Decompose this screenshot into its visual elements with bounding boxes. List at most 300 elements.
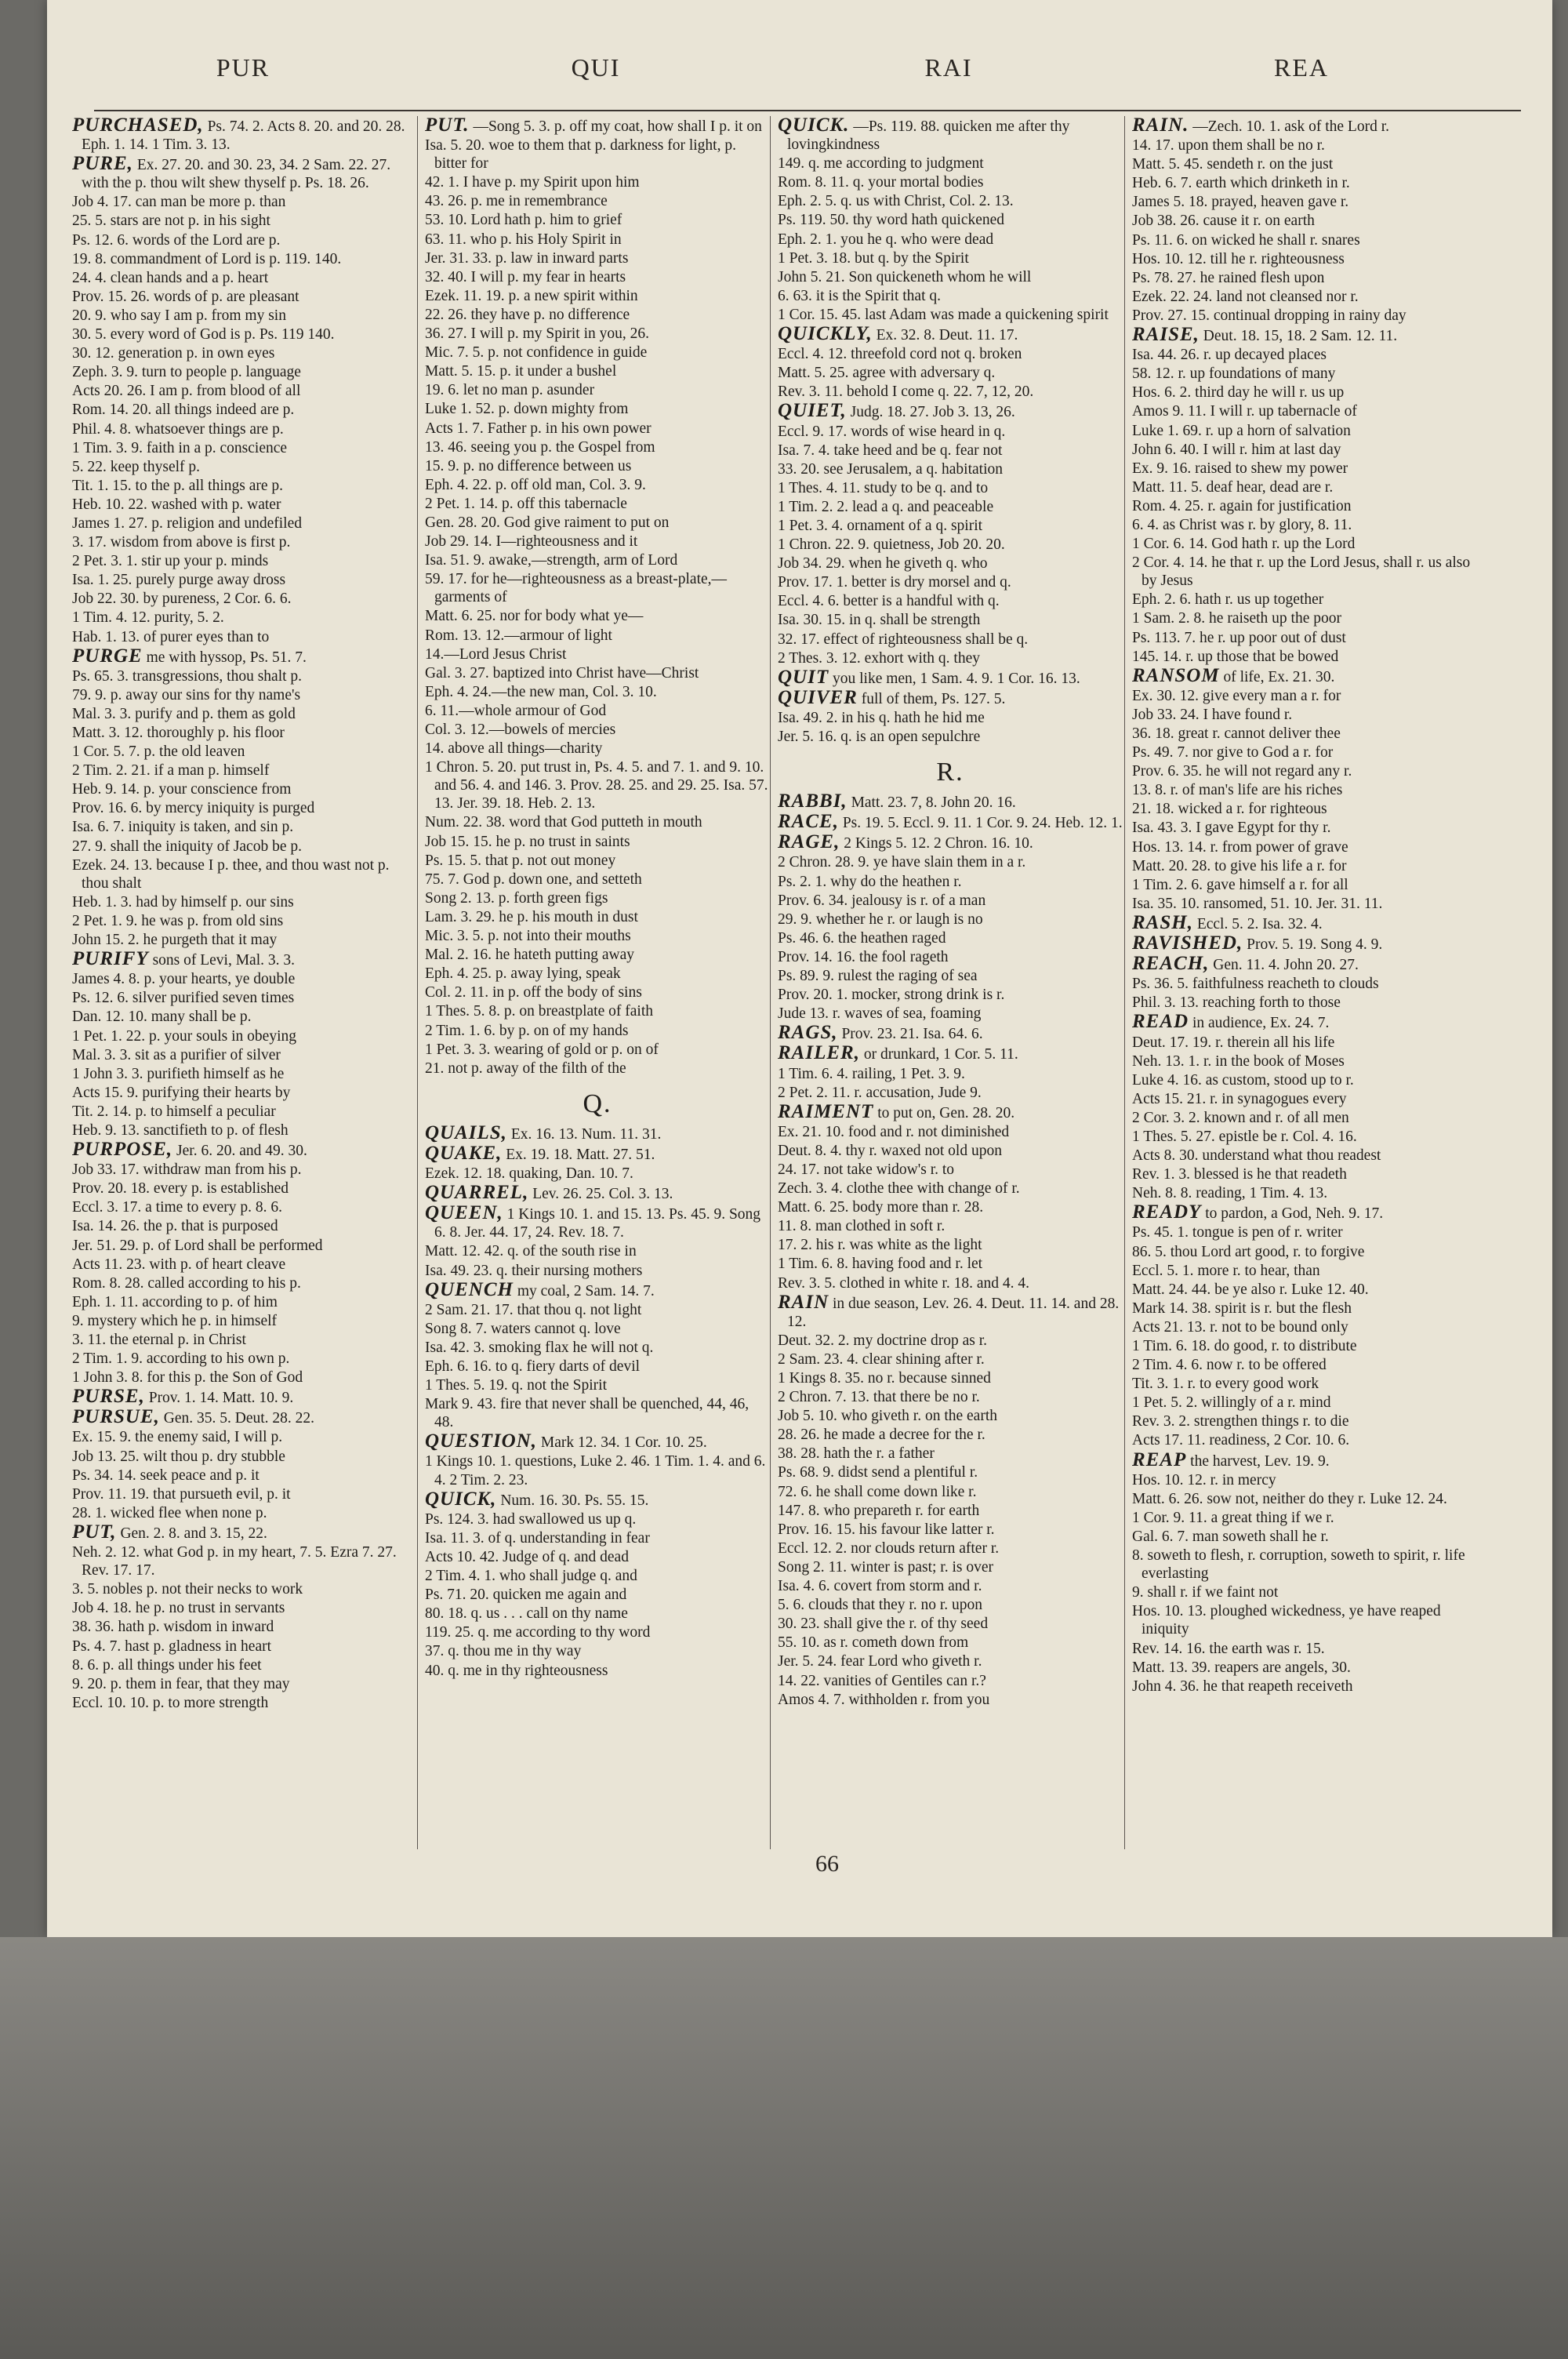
concordance-line: [425, 287, 770, 305]
concordance-line: [72, 514, 417, 533]
concordance-line: [72, 1694, 417, 1712]
headword: PURGE: [72, 645, 143, 667]
concordance-line: [778, 728, 1123, 746]
concordance-line: [778, 1445, 1123, 1463]
headword-entry: [72, 1140, 417, 1160]
concordance-page: [47, 0, 1552, 1937]
concordance-line: [72, 439, 417, 457]
reference-text: Heb. 9. 13. sanctifieth to p. of flesh: [72, 1121, 289, 1139]
concordance-line: [72, 838, 417, 856]
headword-entry: [1132, 116, 1477, 136]
reference-text: Zeph. 3. 9. turn to people p. language: [72, 364, 301, 381]
concordance-line: [778, 1539, 1123, 1558]
reference-text: 1 Kings 10. 1. questions, Luke 2. 46. 1 Tim. 1. 4. and 6. 4. 2 Tim. 2. 23.: [425, 1453, 766, 1488]
reference-text: 1 Tim. 2. 6. gave himself a r. for all: [1132, 876, 1348, 893]
headword: QUESTION,: [425, 1430, 538, 1452]
concordance-line: [1132, 460, 1477, 478]
reference-text: 2 Pet. 3. 1. stir up your p. minds: [72, 553, 269, 570]
headword-entry: [778, 1023, 1123, 1043]
concordance-line: [1132, 383, 1477, 402]
headword-entry: [72, 1387, 417, 1407]
reference-text: Rev. 3. 11. behold I come q. 22. 7, 12, 20.: [778, 383, 1034, 401]
concordance-line: [1132, 895, 1477, 913]
reference-text: 75. 7. God p. down one, and setteth: [425, 871, 642, 888]
concordance-line: [1132, 1356, 1477, 1374]
concordance-line: [1132, 1337, 1477, 1355]
concordance-line: [778, 1274, 1123, 1292]
reference-text: Mark 14. 38. spirit is r. but the flesh: [1132, 1299, 1352, 1317]
reference-text: Eph. 4. 25. p. away lying, speak: [425, 965, 621, 983]
concordance-line: [425, 306, 770, 324]
headword: QUAKE,: [425, 1142, 503, 1164]
reference-text: Ps. 4. 7. hast p. gladness in heart: [72, 1637, 272, 1655]
concordance-line: [425, 683, 770, 701]
reference-text: Isa. 49. 23. q. their nursing mothers: [425, 1262, 643, 1279]
concordance-line: [1132, 231, 1477, 249]
reference-text: 29. 9. whether he r. or laugh is no: [778, 911, 983, 928]
reference-text: Job 13. 25. wilt thou p. dry stubble: [72, 1448, 285, 1465]
reference-text: 1 Tim. 3. 9. faith in a p. conscience: [72, 439, 288, 456]
headword-entry: [778, 325, 1123, 344]
concordance-line: [425, 1529, 770, 1547]
reference-text: Isa. 49. 2. in his q. hath he hid me: [778, 709, 985, 726]
concordance-line: [1132, 857, 1477, 875]
reference-text: Eph. 6. 16. to q. fiery darts of devil: [425, 1358, 641, 1375]
reference-text: 28. 26. he made a decree for the r.: [778, 1427, 985, 1444]
reference-text: 14.—Lord Jesus Christ: [425, 645, 567, 663]
concordance-line: [778, 1691, 1123, 1709]
reference-text: Mal. 2. 16. he hateth putting away: [425, 947, 634, 964]
reference-text: Prov. 16. 15. his favour like latter r.: [778, 1521, 995, 1538]
concordance-line: [72, 496, 417, 514]
reference-text: Ps. 49. 7. nor give to God a r. for: [1132, 744, 1334, 761]
concordance-line: [1132, 136, 1477, 154]
concordance-line: [778, 1577, 1123, 1595]
concordance-line: [425, 1548, 770, 1566]
concordance-line: [1132, 781, 1477, 799]
concordance-line: [425, 871, 770, 889]
concordance-line: [1132, 648, 1477, 666]
running-headers: [47, 53, 1552, 100]
reference-text: Matt. 24. 44. be ye also r. Luke 12. 40.: [1132, 1281, 1369, 1298]
concordance-line: [425, 1376, 770, 1394]
reference-text: Job 4. 18. he p. no trust in servants: [72, 1600, 285, 1617]
reference-text: Jer. 31. 33. p. law in inward parts: [425, 249, 629, 267]
reference-text: Heb. 1. 3. had by himself p. our sins: [72, 893, 294, 911]
headword-entry: [1132, 325, 1477, 345]
concordance-line: [425, 533, 770, 551]
concordance-line: [72, 667, 417, 685]
reference-text: Rom. 4. 25. r. again for justification: [1132, 497, 1352, 514]
reference-text: Jer. 6. 20. and 49. 30.: [176, 1143, 307, 1160]
concordance-line: [425, 1605, 770, 1623]
concordance-line: [778, 554, 1123, 572]
reference-text: Neh. 8. 8. reading, 1 Tim. 4. 13.: [1132, 1185, 1328, 1202]
concordance-line: [778, 1426, 1123, 1444]
reference-text: Mic. 7. 5. p. not confidence in guide: [425, 344, 648, 362]
reference-text: Tit. 3. 1. r. to every good work: [1132, 1376, 1319, 1393]
concordance-line: [72, 325, 417, 343]
reference-text: Eccl. 3. 17. a time to every p. 8. 6.: [72, 1199, 283, 1216]
reference-text: 14. above all things—charity: [425, 740, 603, 758]
concordance-line: [72, 533, 417, 551]
headword-entry: [72, 116, 417, 154]
concordance-line: [425, 983, 770, 1001]
concordance-line: [72, 552, 417, 570]
concordance-line: [72, 989, 417, 1007]
concordance-line: [72, 780, 417, 798]
concordance-line: [425, 1510, 770, 1528]
reference-text: 9. mystery which he p. in himself: [72, 1312, 278, 1329]
concordance-line: [778, 1463, 1123, 1481]
concordance-line: [1132, 687, 1477, 705]
concordance-line: [72, 628, 417, 646]
reference-text: Col. 2. 11. in p. off the body of sins: [425, 984, 642, 1001]
reference-text: Acts 15. 9. purifying their hearts by: [72, 1084, 291, 1101]
concordance-line: [425, 420, 770, 438]
reference-text: Eph. 2. 5. q. us with Christ, Col. 2. 13.: [778, 193, 1014, 210]
reference-text: 30. 23. shall give the r. of thy seed: [778, 1616, 989, 1633]
reference-text: Rom. 13. 12.—armour of light: [425, 627, 612, 644]
concordance-line: [72, 1599, 417, 1617]
concordance-line: [778, 873, 1123, 891]
reference-text: Ps. 19. 5. Eccl. 9. 11. 1 Cor. 9. 24. Heb. 12. 1.: [842, 815, 1123, 832]
concordance-line: [778, 1005, 1123, 1023]
reference-text: James 4. 8. p. your hearts, ye double: [72, 971, 296, 988]
concordance-line: [778, 249, 1123, 267]
concordance-line: [72, 1580, 417, 1598]
reference-text: Rom. 14. 20. all things indeed are p.: [72, 402, 295, 419]
concordance-line: [72, 761, 417, 780]
reference-text: 2 Cor. 4. 14. he that r. up the Lord Jesus, shall r. us also by Jesus: [1132, 554, 1471, 590]
reference-text: 1 Thes. 5. 27. epistle be r. Col. 4. 16.: [1132, 1128, 1357, 1145]
concordance-line: [425, 381, 770, 399]
reference-text: Prov. 14. 16. the fool rageth: [778, 948, 949, 965]
reference-text: 2 Thes. 3. 12. exhort with q. they: [778, 649, 980, 667]
reference-text: 3. 11. the eternal p. in Christ: [72, 1332, 246, 1348]
concordance-line: [425, 758, 770, 812]
concordance-line: [778, 1255, 1123, 1273]
concordance-line: [72, 401, 417, 419]
reference-text: Isa. 11. 3. of q. understanding in fear: [425, 1529, 650, 1547]
headword-entry: [72, 647, 417, 667]
concordance-line: [1132, 1583, 1477, 1601]
reference-text: 1 Cor. 6. 14. God hath r. up the Lord: [1132, 536, 1356, 553]
concordance-line: [425, 1041, 770, 1059]
reference-text: Isa. 5. 20. woe to them that p. darkness for light, p. bitter for: [425, 137, 736, 173]
reference-text: James 1. 27. p. religion and undefiled: [72, 514, 302, 532]
concordance-line: [1132, 1299, 1477, 1318]
reference-text: Rev. 3. 2. strengthen things r. to die: [1132, 1413, 1349, 1430]
headword-entry: [778, 116, 1123, 154]
reference-text: me with hyssop, Ps. 51. 7.: [146, 649, 307, 666]
concordance-line: [425, 514, 770, 532]
concordance-line: [425, 702, 770, 720]
concordance-line: [72, 571, 417, 589]
concordance-line: [72, 1027, 417, 1045]
concordance-line: [778, 649, 1123, 667]
headword-entry: [425, 1144, 770, 1164]
reference-text: Ps. 78. 27. he rained flesh upon: [1132, 269, 1325, 286]
reference-text: Judg. 18. 27. Job 3. 13, 26.: [850, 404, 1015, 421]
concordance-line: [72, 1467, 417, 1485]
concordance-line: [425, 833, 770, 851]
reference-text: 38. 28. hath the r. a father: [778, 1445, 935, 1463]
concordance-line: [778, 1521, 1123, 1539]
reference-text: Job 15. 15. he p. no trust in saints: [425, 833, 630, 850]
reference-text: of life, Ex. 21. 30.: [1223, 668, 1335, 685]
reference-text: 17. 2. his r. was white as the light: [778, 1237, 982, 1254]
headword: RANSOM: [1132, 664, 1220, 686]
headword-entry: [778, 792, 1123, 812]
reference-text: Gen. 11. 4. John 20. 27.: [1213, 957, 1359, 974]
reference-text: 2 Pet. 2. 11. r. accusation, Jude 9.: [778, 1084, 982, 1101]
concordance-line: [778, 1217, 1123, 1235]
concordance-line: [1132, 1528, 1477, 1546]
reference-text: Ps. 12. 6. silver purified seven times: [72, 990, 295, 1007]
concordance-line: [425, 645, 770, 663]
reference-text: 1 Kings 8. 35. no r. because sinned: [778, 1370, 991, 1387]
concordance-line: [72, 1046, 417, 1064]
concordance-line: [425, 211, 770, 229]
reference-text: Isa. 14. 26. the p. that is purposed: [72, 1218, 278, 1235]
headword-entry: [778, 686, 1123, 708]
concordance-line: [778, 1388, 1123, 1406]
reference-text: 37. q. thou me in thy way: [425, 1643, 582, 1660]
concordance-line: [778, 1652, 1123, 1670]
concordance-line: [778, 306, 1123, 324]
concordance-line: [1132, 629, 1477, 647]
concordance-line: [1132, 1243, 1477, 1261]
concordance-line: [778, 1161, 1123, 1179]
reference-text: 1 Thes. 4. 11. study to be q. and to: [778, 479, 989, 496]
reference-text: —Song 5. 3. p. off my coat, how shall I p. it on: [473, 118, 762, 135]
reference-text: 1 Tim. 2. 2. lead a q. and peaceable: [778, 498, 994, 515]
concordance-line: [72, 1121, 417, 1140]
reference-text: Tit. 2. 14. p. to himself a peculiar: [72, 1103, 276, 1120]
reference-text: 86. 5. thou Lord art good, r. to forgive: [1132, 1243, 1365, 1260]
concordance-line: [72, 1103, 417, 1121]
concordance-line: [425, 438, 770, 456]
reference-text: Ps. 15. 5. that p. not out money: [425, 852, 616, 869]
concordance-line: [425, 249, 770, 267]
reference-text: 5. 6. clouds that they r. no r. upon: [778, 1597, 983, 1614]
concordance-line: [72, 1485, 417, 1503]
concordance-line: [425, 173, 770, 191]
concordance-line: [778, 268, 1123, 286]
reference-text: Isa. 7. 4. take heed and be q. fear not: [778, 442, 1003, 459]
concordance-line: [425, 570, 770, 606]
concordance-line: [425, 457, 770, 475]
concordance-line: [1132, 1184, 1477, 1202]
reference-text: Job 22. 30. by pureness, 2 Cor. 6. 6.: [72, 591, 292, 608]
reference-text: Ezek. 12. 18. quaking, Dan. 10. 7.: [425, 1165, 633, 1183]
concordance-line: [778, 536, 1123, 554]
background-surface: [0, 1937, 1568, 2359]
concordance-line: [778, 498, 1123, 516]
reference-text: 1 Pet. 3. 18. but q. by the Spirit: [778, 249, 969, 267]
reference-text: Acts 17. 11. readiness, 2 Cor. 10. 6.: [1132, 1432, 1350, 1449]
reference-text: Ex. 32. 8. Deut. 11. 17.: [876, 327, 1018, 344]
headword-entry: [425, 1121, 770, 1143]
reference-text: Matt. 3. 12. thoroughly p. his floor: [72, 725, 285, 741]
reference-text: 1 Thes. 5. 8. p. on breastplate of faith: [425, 1003, 653, 1020]
reference-text: Luke 1. 52. p. down mighty from: [425, 401, 629, 418]
concordance-line: [72, 1256, 417, 1274]
headword: QUARREL,: [425, 1182, 529, 1204]
reference-text: Dan. 12. 10. many shall be p.: [72, 1009, 252, 1026]
reference-text: 36. 18. great r. cannot deliver thee: [1132, 725, 1341, 742]
reference-text: Deut. 18. 15, 18. 2 Sam. 12. 11.: [1203, 328, 1398, 345]
reference-text: 1 Chron. 22. 9. quietness, Job 20. 20.: [778, 536, 1005, 554]
reference-text: 1 Tim. 6. 4. railing, 1 Pet. 3. 9.: [778, 1065, 965, 1082]
concordance-line: [72, 1312, 417, 1330]
reference-text: 3. 5. nobles p. not their necks to work: [72, 1581, 303, 1598]
reference-text: Prov. 5. 19. Song 4. 9.: [1247, 936, 1383, 954]
concordance-line: [1132, 1090, 1477, 1108]
concordance-line: [72, 1180, 417, 1198]
reference-text: Matt. 12. 42. q. of the south rise in: [425, 1243, 637, 1260]
reference-text: Prov. 20. 1. mocker, strong drink is r.: [778, 987, 1005, 1004]
headword-entry: [1132, 664, 1477, 686]
reference-text: 80. 18. q. us . . . call on thy name: [425, 1605, 628, 1623]
reference-text: or drunkard, 1 Cor. 5. 11.: [863, 1046, 1018, 1063]
reference-text: 149. q. me according to judgment: [778, 155, 984, 173]
reference-text: 30. 5. every word of God is p. Ps. 119 140.: [72, 326, 335, 343]
concordance-line: [425, 192, 770, 210]
concordance-line: [1132, 288, 1477, 306]
concordance-line: [425, 495, 770, 513]
reference-text: 27. 9. shall the iniquity of Jacob be p.: [72, 838, 302, 855]
headword: QUIT: [778, 666, 829, 688]
concordance-line: [778, 892, 1123, 910]
concordance-line: [778, 1332, 1123, 1350]
headword: PUT.: [425, 114, 470, 136]
reference-text: Prov. 6. 35. he will not regard any r.: [1132, 763, 1352, 780]
reference-text: James 5. 18. prayed, heaven gave r.: [1132, 194, 1349, 211]
reference-text: Gen. 35. 5. Deut. 28. 22.: [163, 1410, 315, 1427]
concordance-line: [1132, 1109, 1477, 1127]
reference-text: 147. 8. who prepareth r. for earth: [778, 1502, 980, 1519]
concordance-line: [72, 1656, 417, 1674]
reference-text: in audience, Ex. 24. 7.: [1192, 1015, 1330, 1032]
concordance-line: [1132, 1640, 1477, 1658]
reference-text: Ps. 36. 5. faithfulness reacheth to clouds: [1132, 976, 1379, 993]
reference-text: Neh. 13. 1. r. in the book of Moses: [1132, 1052, 1345, 1070]
reference-text: Acts 1. 7. Father p. in his own power: [425, 420, 652, 437]
reference-text: Ezek. 11. 19. p. a new spirit within: [425, 287, 638, 304]
reference-text: Acts 8. 30. understand what thou readest: [1132, 1147, 1381, 1165]
reference-text: Ps. 11. 6. on wicked he shall r. snares: [1132, 231, 1360, 249]
concordance-line: [1132, 212, 1477, 230]
concordance-line: [72, 1428, 417, 1446]
concordance-line: [425, 1642, 770, 1660]
headword: QUIVER: [778, 686, 858, 708]
headword: PURE,: [72, 153, 133, 175]
concordance-line: [425, 1567, 770, 1585]
reference-text: 1 Chron. 5. 20. put trust in, Ps. 4. 5. and 7. 1. and 9. 10. and 56. 4. and 146. 3. Prov. 28. 25. and 29. 25. Isa. 57. 13. Jer. 39. 18. Heb. 2. 13.: [425, 759, 768, 812]
reference-text: Ps. 2. 1. why do the heathen r.: [778, 873, 962, 890]
concordance-line: [778, 1142, 1123, 1160]
concordance-line: [425, 325, 770, 343]
reference-text: Acts 21. 13. r. not to be bound only: [1132, 1318, 1348, 1336]
reference-text: Mark 9. 43. fire that never shall be quenched, 44, 46, 48.: [425, 1396, 750, 1431]
reference-text: Eccl. 5. 2. Isa. 32. 4.: [1196, 915, 1323, 932]
reference-text: Ezek. 24. 13. because I p. thee, and thou wast not p. thou shalt: [72, 856, 390, 892]
reference-text: Luke 1. 69. r. up a horn of salvation: [1132, 422, 1351, 439]
concordance-line: [72, 818, 417, 836]
reference-text: Acts 11. 23. with p. of heart cleave: [72, 1256, 286, 1273]
concordance-line: [778, 1180, 1123, 1198]
reference-text: 1 John 3. 8. for this p. the Son of God: [72, 1369, 303, 1387]
reference-text: 2 Tim. 1. 6. by p. on of my hands: [425, 1022, 629, 1039]
concordance-line: [1132, 1394, 1477, 1412]
reference-text: in due season, Lev. 26. 4. Deut. 11. 14. and 28. 12.: [787, 1295, 1120, 1330]
reference-text: 15. 9. p. no difference between us: [425, 457, 632, 474]
concordance-line: [72, 1448, 417, 1466]
concordance-line: [1132, 1262, 1477, 1280]
reference-text: Hos. 10. 12. till he r. righteousness: [1132, 250, 1345, 267]
concordance-line: [778, 1065, 1123, 1083]
reference-text: Job 33. 17. withdraw man from his p.: [72, 1161, 302, 1179]
concordance-line: [72, 724, 417, 742]
reference-text: Eccl. 12. 2. nor clouds return after r.: [778, 1539, 1000, 1557]
concordance-line: [778, 1558, 1123, 1576]
concordance-line: [72, 1065, 417, 1083]
concordance-line: [425, 927, 770, 945]
reference-text: 72. 6. he shall come down like r.: [778, 1483, 977, 1500]
reference-text: Ps. 65. 3. transgressions, thou shalt p.: [72, 667, 303, 685]
concordance-line: [72, 1350, 417, 1368]
reference-text: John 4. 36. he that reapeth receiveth: [1132, 1677, 1353, 1695]
headword: READ: [1132, 1011, 1189, 1033]
concordance-line: [1132, 819, 1477, 837]
headword-entry: [1132, 934, 1477, 954]
reference-text: Song 2. 11. winter is past; r. is over: [778, 1558, 993, 1576]
concordance-line: [425, 607, 770, 625]
reference-text: Eccl. 9. 17. words of wise heard in q.: [778, 423, 1006, 440]
concordance-line: [1132, 1147, 1477, 1165]
concordance-line: [778, 364, 1123, 382]
concordance-line: [425, 1452, 770, 1488]
concordance-line: [1132, 725, 1477, 743]
concordance-line: [1132, 422, 1477, 440]
concordance-line: [778, 1596, 1123, 1614]
reference-text: Matt. 6. 26. sow not, neither do they r. Luke 12. 24.: [1132, 1490, 1447, 1507]
concordance-line: [778, 479, 1123, 497]
concordance-line: [425, 231, 770, 249]
concordance-line: [778, 383, 1123, 401]
reference-text: Ex. 9. 16. raised to shew my power: [1132, 460, 1348, 477]
headword: RAIN.: [1132, 114, 1189, 136]
concordance-line: [1132, 743, 1477, 761]
reference-text: Job 29. 14. I—righteousness and it: [425, 533, 638, 551]
concordance-line: [778, 1369, 1123, 1387]
reference-text: Phil. 3. 13. reaching forth to those: [1132, 994, 1341, 1012]
headword: RAILER,: [778, 1042, 860, 1064]
reference-text: 1 Tim. 6. 18. do good, r. to distribute: [1132, 1338, 1357, 1354]
reference-text: Mal. 3. 3. sit as a purifier of silver: [72, 1046, 281, 1063]
concordance-line: [72, 307, 417, 325]
concordance-line: [778, 1634, 1123, 1652]
concordance-line: [778, 573, 1123, 591]
reference-text: 32. 17. effect of righteousness shall be q.: [778, 631, 1029, 648]
reference-text: Gen. 2. 8. and 3. 15, 22.: [120, 1525, 267, 1542]
reference-text: Prov. 15. 26. words of p. are pleasant: [72, 288, 299, 305]
headword-entry: [1132, 1203, 1477, 1223]
concordance-line: [425, 908, 770, 926]
reference-text: 6. 4. as Christ was r. by glory, 8. 11.: [1132, 516, 1352, 533]
